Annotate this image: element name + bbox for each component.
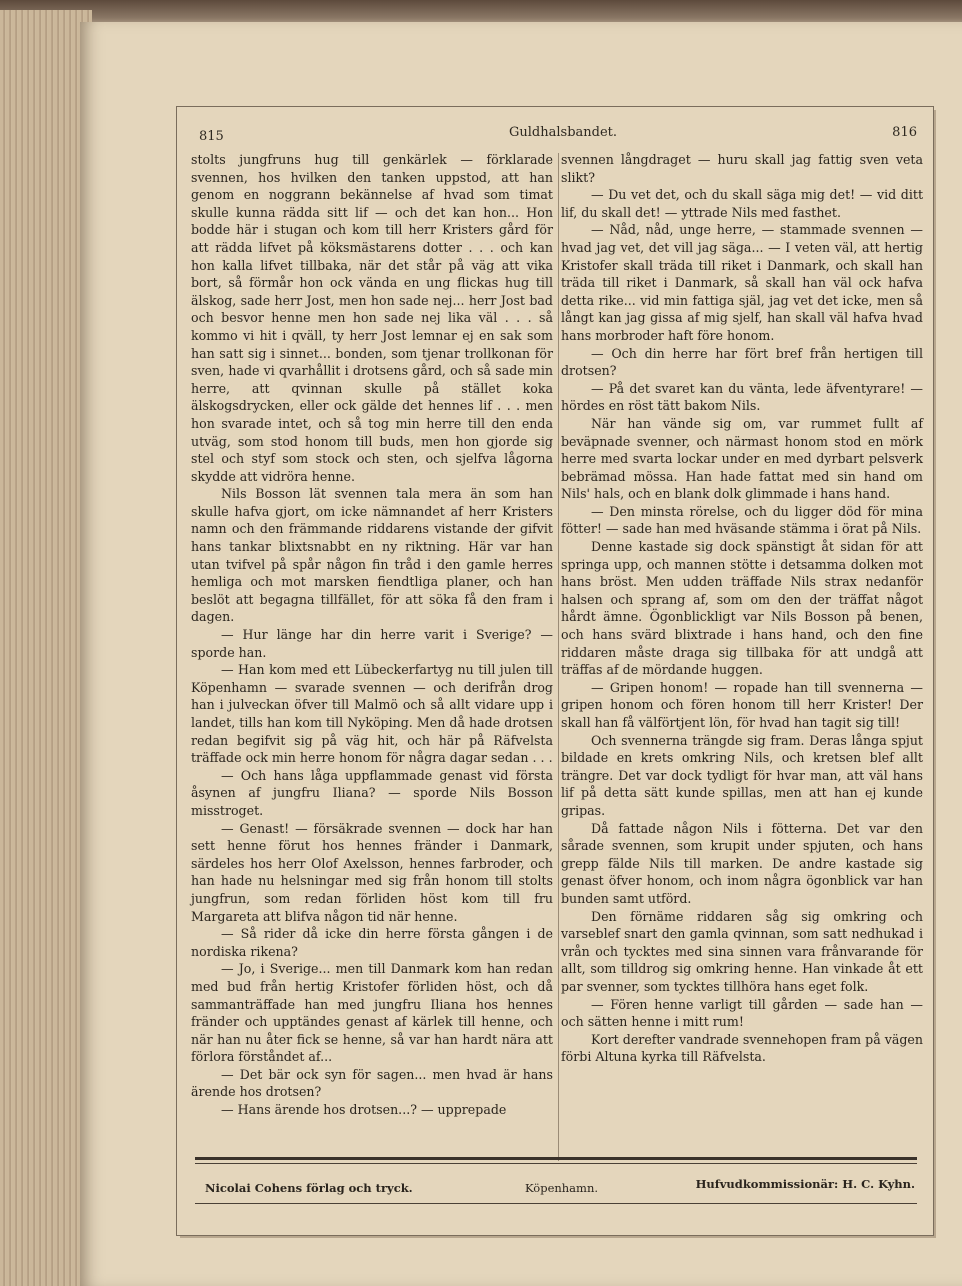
- right-column-paragraph: — Och din herre har fört bref från hertigen till drotsen?: [561, 345, 923, 379]
- left-column-paragraph: — Genast! — försäkrade svennen — dock har han sett henne förut hos hennes fränder i Danmark, särdeles hos herr Olof Axelsson, hennes farbroder, och han hade nu helsningar med sig från honom till stolts jungfrun, som redan förliden höst kom till fru Margareta att blifva någon tid när henne.: [191, 820, 553, 924]
- left-column-paragraph: — Och hans låga uppflammade genast vid första åsynen af jungfru Iliana? — sporde Nils Bosson misstroget.: [191, 767, 553, 818]
- left-column-paragraph: — Hur länge har din herre varit i Sverige? — sporde han.: [191, 627, 553, 660]
- left-column-paragraph: stolts jungfruns hug till genkärlek — förklarade svennen, hos hvilken den tanken uppstod, att han genom en noggrann bekännelse af hvad som timat skulle kunna rädda sitt lif — och det kan hon... Hon bodde här i stugan och kom till herr Kristers gård för att rädda lifvet på köksmästarens dotter . . . och kan hon kalla lifvet tillbaka, när det står på väg att vika bort, så förmår hon ock vända en ung flickas hug till älskog, sade herr Jost, men hon sade nej... herr Jost bad och besvor henne men hon sade nej lika väl . . . så kommo vi hit i qväll, ty herr Jost lemnar ej en sak som han satt sig i sinnet... bonden, som tjenar trollkonan för sven, hade vi qvarhållit i drotsens gård, och så sade min herre, att qvinnan skulle på stället koka älskogsdrycken, eller ock gälde det hennes lif . . . men hon svarade intet, och så tog min herre till den enda utväg, som stod honom till buds, men hon gjorde sig stel och styf som stock och sten, och sjelfva lågorna skydde att vidröra henne.: [191, 152, 553, 484]
- right-column-paragraph: När han vände sig om, var rummet fullt af beväpnade svenner, och närmast honom stod en mörk herre med svarta lockar under en med dyrbart pelsverk bebrämad mössa. Han hade fattat med sin hand om Nils' hals, och en blank dolk glimmade i hans hand.: [561, 415, 923, 502]
- right-column-paragraph: — Nåd, nåd, unge herre, — stammade svennen — hvad jag vet, det vill jag säga... — I veten väl, att hertig Kristofer skall träda till riket i Danmark, och skall han träda till riket i Danmark, så skall han väl ock hafva detta rike... vid min fattiga själ, jag vet det icke, men så långt kan jag gissa af mig sjelf, han skall väl hafva hvad hans morbroder haft före honom.: [561, 222, 923, 343]
- right-column-paragraph: — Du vet det, och du skall säga mig det! — vid ditt lif, du skall det! — yttrade Nils med fasthet.: [561, 187, 923, 220]
- page-number-right: 816: [892, 125, 917, 140]
- left-column-paragraph: Nils Bosson lät svennen tala mera än som han skulle hafva gjort, om icke nämnandet af herr Kristers namn och den främmande riddarens vistande der gifvit hans tankar blixtsnabbt en ny riktning. Här var han utan tvifvel på spår någon fin tråd i den gamle herres hemliga och mot marsken fiendtliga planer, och han beslöt att begagna tillfället, för att söka få den fram i dagen.: [191, 486, 553, 625]
- commission-agent: Hufvudkommissionär: H. C. Kyhn.: [695, 1177, 915, 1191]
- right-column-paragraph: — Den minsta rörelse, och du ligger död för mina fötter! — sade han med hväsande stämma i örat på Nils.: [561, 503, 923, 537]
- left-column-paragraph: — Han kom med ett Lübeckerfartyg nu till julen till Köpenhamn — svarade svennen — och derifrån drog han i julveckan öfver till Malmö och så allt vidare upp i landet, tills han kom till Nyköping. Men då hade drotsen redan begifvit sig på väg hit, och här på Räfvelsta träffade ock min herre honom för några dagar sedan . . .: [191, 662, 553, 766]
- page-number-left: 815: [199, 129, 224, 144]
- publisher-imprint: Nicolai Cohens förlag och tryck.: [205, 1181, 413, 1195]
- left-column-paragraph: — Så rider då icke din herre första gången i de nordiska rikena?: [191, 926, 553, 959]
- right-column-paragraph: Och svennerna trängde sig fram. Deras långa spjut bildade en krets omkring Nils, och kretsen blef allt trängre. Det var dock tydligt för hvar man, att väl hans lif på detta sätt kunde spillas, men att han ej kunde gripas.: [561, 732, 923, 818]
- left-column-paragraph: — Det bär ock syn för sagen... men hvad är hans ärende hos drotsen?: [191, 1066, 553, 1100]
- right-column-paragraph: Den förnäme riddaren såg sig omkring och varseblef snart den gamla qvinnan, som satt nedhukad i vrån och tycktes med sina sinnen vara frånvarande för allt, som tilldrog sig omkring henne. Han vinkade åt ett par svenner, som tycktes tillhöra hans eget folk.: [561, 908, 923, 994]
- footer-rule-bottom: [195, 1203, 917, 1204]
- right-column: [561, 151, 923, 1066]
- left-column-paragraph: — Jo, i Sverige... men till Danmark kom han redan med bud från hertig Kristofer förliden höst, och då sammanträffade han med jungfru Iliana hos hennes fränder och upptändes genast af kärlek till henne, och när han nu åter fick se henne, så var han hardt nära att förlora förståndet af...: [191, 961, 553, 1065]
- page-frame: [176, 106, 934, 1236]
- page-footer: [195, 1177, 917, 1201]
- footer-rule-thin: [195, 1163, 917, 1164]
- right-column-paragraph: Denne kastade sig dock spänstigt åt sidan för att springa upp, och mannen stötte i detsamma dolken mot hans bröst. Men udden träffade Nils strax nedanför halsen och sprang af, som om den der träffat något hårdt ämne. Ögonblickligt var Nils Bosson på benen, och hans svärd blixtrade i hans hand, och den fine riddaren måste draga sig tillbaka för att undgå att träffas af de mördande huggen.: [561, 539, 923, 678]
- footer-rule-thick: [195, 1157, 917, 1160]
- right-column-paragraph: — På det svaret kan du vänta, lede äfventyrare! — hördes en röst tätt bakom Nils.: [561, 380, 923, 414]
- book-page: [80, 22, 962, 1286]
- left-column-paragraph: — Hans ärende hos drotsen...? — upprepade: [221, 1102, 507, 1118]
- right-column-paragraph: — Fören henne varligt till gården — sade han — och sätten henne i mitt rum!: [561, 996, 923, 1030]
- page-header: [195, 125, 917, 145]
- right-column-paragraph: svennen långdraget — huru skall jag fattig sven veta slikt?: [561, 152, 923, 185]
- running-title: Guldhalsbandet.: [509, 125, 618, 140]
- right-column-paragraph: Då fattade någon Nils i fötterna. Det var den sårade svennen, som krupit under spjuten, och hans grepp fälde Nils till marken. De andre kastade sig genast öfver honom, och inom några ögonblick var han bunden samt utförd.: [561, 820, 923, 906]
- right-column-paragraph: Kort derefter vandrade svennehopen fram på vägen förbi Altuna kyrka till Räfvelsta.: [561, 1031, 923, 1065]
- page-stack-edge: [0, 10, 92, 1286]
- column-divider: [558, 153, 559, 1161]
- left-column: [191, 151, 553, 1119]
- right-column-paragraph: — Gripen honom! — ropade han till svennerna — gripen honom och fören honom till herr Krister! Der skall han få välförtjent lön, för hvad han tagit sig till!: [561, 679, 923, 730]
- publisher-city: Köpenhamn.: [525, 1181, 599, 1195]
